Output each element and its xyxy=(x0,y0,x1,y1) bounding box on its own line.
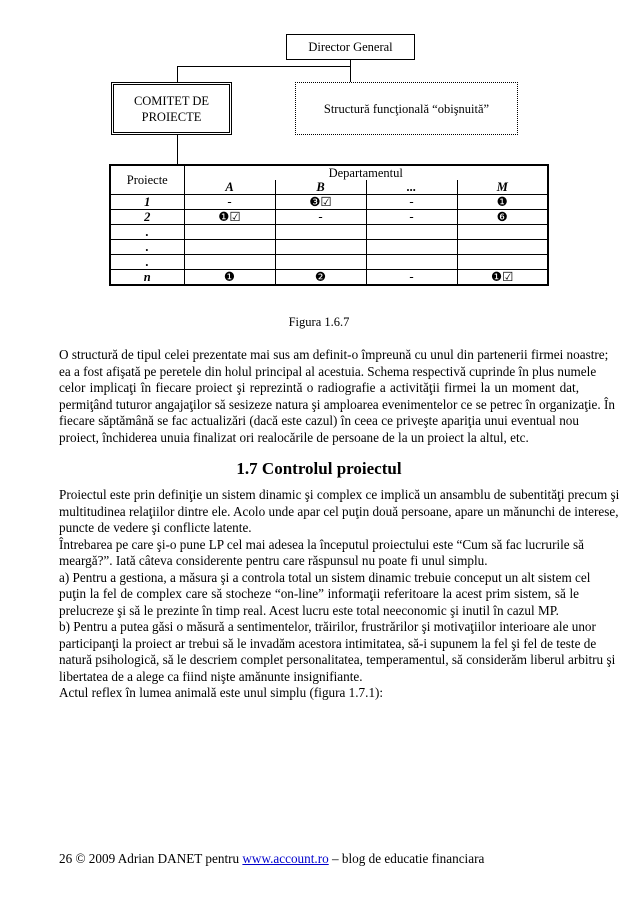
table-cell xyxy=(457,255,548,270)
structura-functionala-box xyxy=(295,82,518,135)
row-label: n xyxy=(110,270,184,286)
director-general-box xyxy=(286,34,415,60)
table-cell xyxy=(275,255,366,270)
table-cell: - xyxy=(366,210,457,225)
column-header: B xyxy=(275,180,366,195)
table-cell xyxy=(366,255,457,270)
table-cell xyxy=(184,225,275,240)
text-line: b) Pentru a putea găsi o măsură a sentimentelor, trăirilor, frustrărilor şi motivaţiilor interioare ale unor xyxy=(59,619,596,634)
table-cell xyxy=(457,240,548,255)
connector xyxy=(350,66,351,82)
table-cell xyxy=(275,240,366,255)
paragraph-structure xyxy=(59,347,615,446)
connector xyxy=(177,135,178,165)
table-cell: - xyxy=(275,210,366,225)
table-cell: - xyxy=(184,195,275,210)
table-cell: - xyxy=(366,270,457,286)
account-link[interactable]: www.account.ro xyxy=(242,851,329,866)
connector xyxy=(177,66,178,82)
text-line: libertatea de a alege ca fiind nişte amănunte insignifiante. xyxy=(59,668,363,684)
text-line: participanţi la proiect ar trebui să le invadăm acestora intimitatea, să-i supunem la fel şi fel de teste de xyxy=(59,635,597,651)
row-label: . xyxy=(110,255,184,270)
text-line: permiţând tuturor angajaţilor să sesizeze natura şi amploarea evenimentelor ce se petrec în organizaţie. În xyxy=(59,396,615,412)
column-header: A xyxy=(184,180,275,195)
table-cell: ❸☑ xyxy=(275,195,366,210)
table-cell: - xyxy=(366,195,457,210)
table-cell xyxy=(184,240,275,255)
paragraph-control xyxy=(59,487,620,702)
text-line: ea a fost afişată pe peretele din holul principal al acestuia. Schema respectivă cuprinde în plus numele xyxy=(59,363,597,379)
table-row xyxy=(110,195,548,210)
proiecte-header: Proiecte xyxy=(110,165,184,195)
table-row xyxy=(110,270,548,286)
row-label: . xyxy=(110,240,184,255)
column-header: M xyxy=(457,180,548,195)
table-row xyxy=(110,240,548,255)
text-line: a) Pentru a gestiona, a măsura şi a controla total un sistem dinamic trebuie conceput un alt sistem cel xyxy=(59,569,591,585)
text-line: O structură de tipul celei prezentate mai sus am definit-o împreună cu unul din partenerii firmei noastre; xyxy=(59,347,609,362)
table-row xyxy=(110,225,548,240)
text-line: prelucreze şi să le prezinte în timp real. Acest lucru este total neeconomic şi inutil în cazul MP. xyxy=(59,602,559,618)
table-cell: ❶ xyxy=(184,270,275,286)
table-cell: ❶☑ xyxy=(184,210,275,225)
table-cell: ❷ xyxy=(275,270,366,286)
text-line: proiect, închiderea unuia finalizat ori realocările de persoane de la un proiect la altul, etc. xyxy=(59,429,529,445)
text-line: fiecare săptămână se fac actualizări (dacă este cazul) în ceea ce priveşte apariţia unui eventual nou xyxy=(59,413,579,428)
text-line: meargă?”. Iată câteva considerente pentru care răspunsul nu poate fi unul simplu. xyxy=(59,553,488,568)
table-cell xyxy=(457,225,548,240)
table-cell xyxy=(366,240,457,255)
text-line: multitudinea relaţiilor dintre ele. Acolo unde apar cel puţin două persoane, apare un mănunchi de interese, xyxy=(59,503,619,519)
connector xyxy=(177,66,351,67)
row-label: 1 xyxy=(110,195,184,210)
comitet-label-line1: COMITET DE xyxy=(133,93,210,108)
text-line: Întrebarea pe care şi-o pune LP cel mai adesea la începutul proiectului este “Cum să fac lucrurile să xyxy=(59,536,584,552)
text-line: Actul reflex în lumea animală este unul simplu (figura 1.7.1): xyxy=(59,685,384,700)
page-footer xyxy=(59,851,484,867)
section-heading: 1.7 Controlul proiectul xyxy=(236,459,402,478)
projects-table xyxy=(109,164,549,286)
table-row xyxy=(110,210,548,225)
departamentul-header: Departamentul xyxy=(184,165,548,180)
table-cell: ❻ xyxy=(457,210,548,225)
comitet-label-line2: PROIECTE xyxy=(141,109,202,124)
table-row xyxy=(110,255,548,270)
table-cell xyxy=(275,225,366,240)
comitet-proiecte-box xyxy=(111,82,232,135)
row-label: 2 xyxy=(110,210,184,225)
text-line: celor implicaţi în fiecare proiect şi reprezintă o radiografie a activităţii firmei la un moment dat, xyxy=(59,380,579,395)
structura-label: Structură funcţională “obişnuită” xyxy=(323,101,490,116)
text-line: Proiectul este prin definiţie un sistem dinamic şi complex ce implică un ansamblu de subentităţi precum şi xyxy=(59,487,620,502)
footer-suffix: – blog de educatie financiara xyxy=(328,851,485,866)
table-cell xyxy=(366,225,457,240)
footer-prefix: 26 © 2009 Adrian DANET pentru xyxy=(59,851,243,866)
figure-caption: Figura 1.6.7 xyxy=(288,315,350,329)
text-line: natură psihologică, să le descriem complet personalitatea, temperamentul, să considerăm liberul arbitru şi xyxy=(59,652,616,667)
column-header: ... xyxy=(366,180,457,195)
director-label: Director General xyxy=(308,40,393,54)
table-cell xyxy=(184,255,275,270)
table-cell: ❶ xyxy=(457,195,548,210)
row-label: . xyxy=(110,225,184,240)
text-line: puncte de vedere şi conflicte latente. xyxy=(59,520,252,535)
table-cell: ❶☑ xyxy=(457,270,548,286)
text-line: puţin la fel de complex care să stocheze “on-line” informaţii referitoare la acest prim sistem, să le xyxy=(59,586,579,601)
